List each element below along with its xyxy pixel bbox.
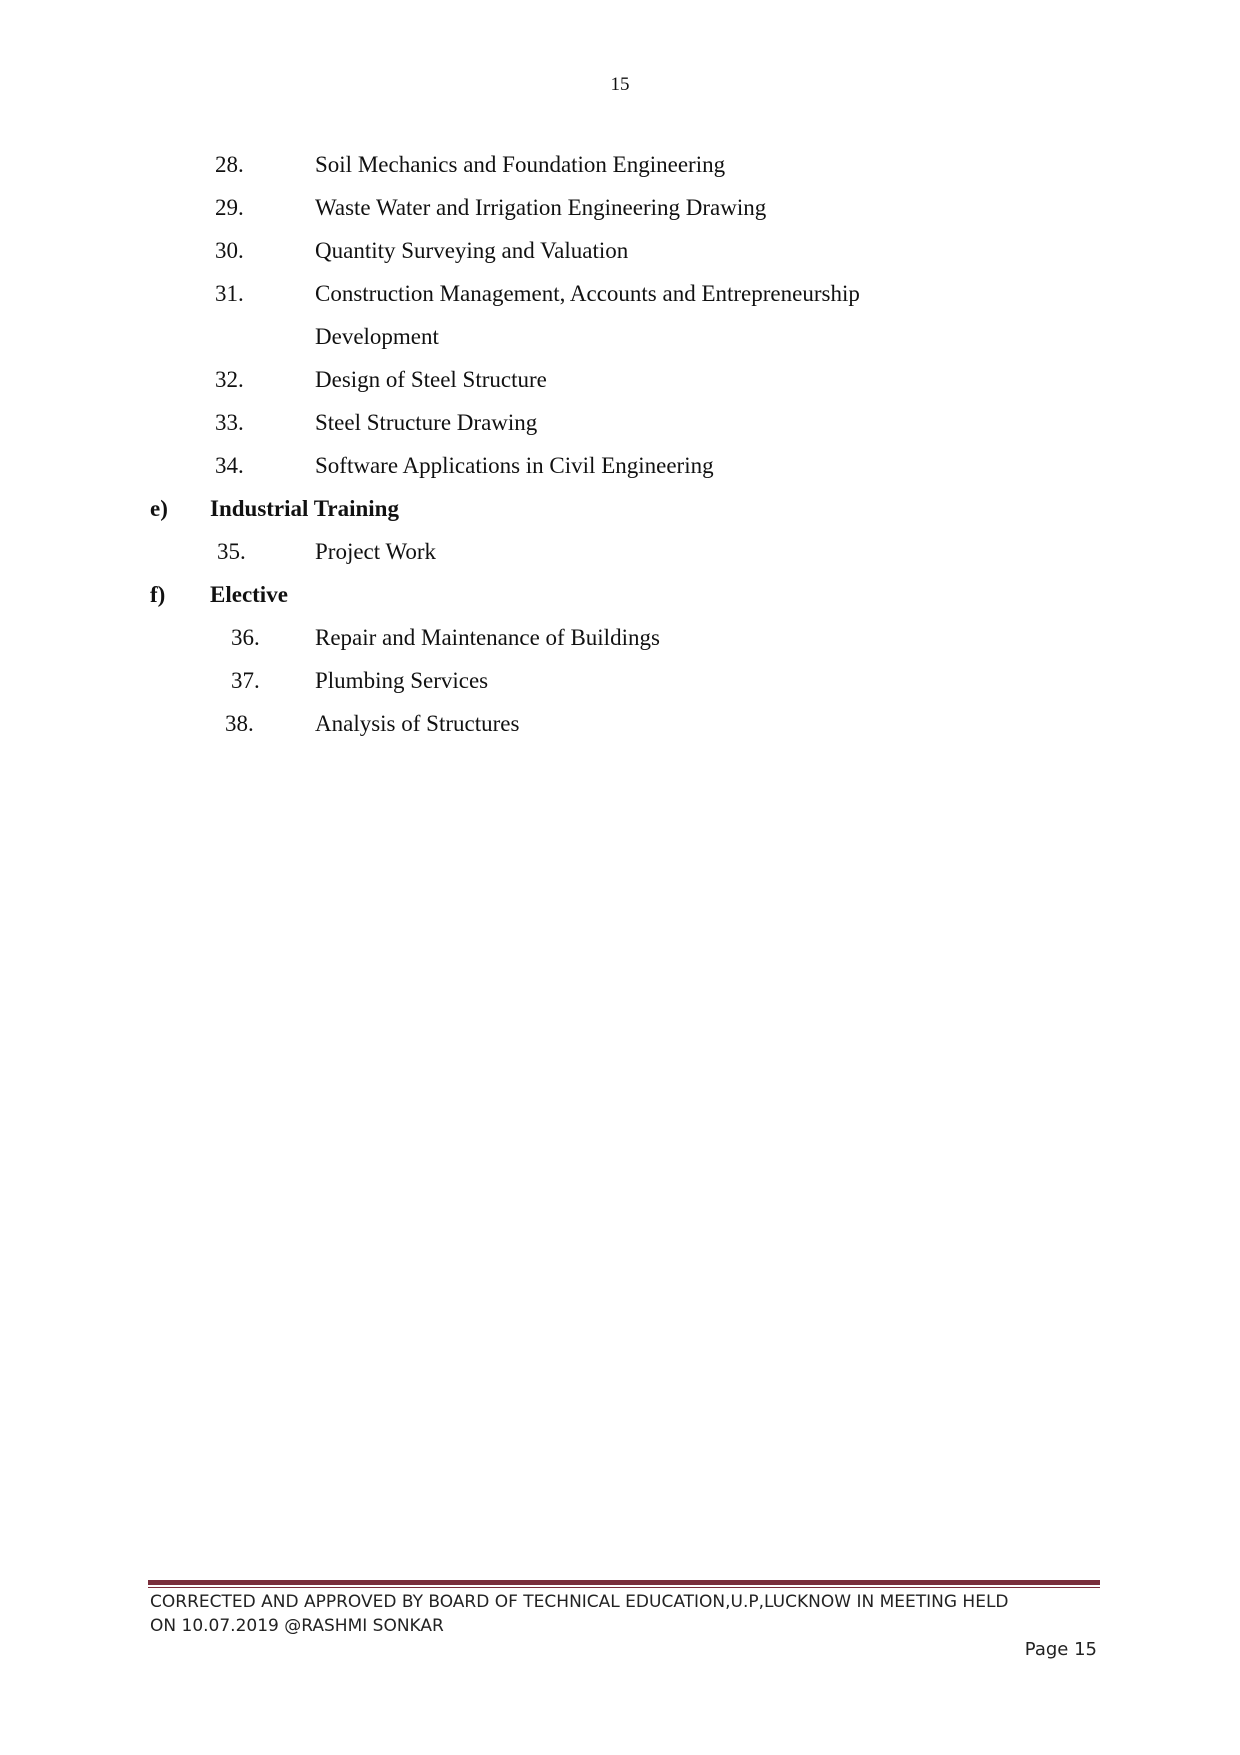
item-number: 38. [225,711,254,736]
footer-note [150,1590,1100,1638]
section-letter: e) [150,496,168,521]
item-text: Soil Mechanics and Foundation Engineering [315,152,726,177]
item-text: Waste Water and Irrigation Engineering Drawing [315,195,767,220]
section-heading: Elective [210,582,288,607]
item-text: Project Work [315,539,437,564]
item-number: 30. [215,238,244,263]
page-number-top: 15 [610,74,630,95]
footer-divider [148,1580,1100,1585]
item-number: 35. [217,539,246,564]
item-text: Analysis of Structures [315,711,520,736]
item-text: Repair and Maintenance of Buildings [315,625,660,650]
item-number: 34. [215,453,244,478]
item-number: 31. [215,281,244,306]
item-text: Software Applications in Civil Engineering [315,453,714,478]
section-letter: f) [150,582,166,607]
footer-line-2: ON 10.07.2019 @RASHMI SONKAR [150,1616,444,1636]
item-number: 28. [215,152,244,177]
footer-page-label: Page 15 [1024,1639,1097,1660]
item-text: Quantity Surveying and Valuation [315,238,629,263]
footer-line-1: CORRECTED AND APPROVED BY BOARD OF TECHNICAL EDUCATION,U.P,LUCKNOW IN MEETING HELD [150,1592,1009,1612]
item-number: 36. [231,625,260,650]
item-number: 29. [215,195,244,220]
item-text: Construction Management, Accounts and Entrepreneurship [315,281,860,306]
item-number: 33. [215,410,244,435]
section-heading: Industrial Training [210,496,399,521]
item-text: Steel Structure Drawing [315,410,538,435]
item-text-continuation: Development [315,324,439,349]
item-text: Plumbing Services [315,668,489,693]
item-number: 37. [231,668,260,693]
item-number: 32. [215,367,244,392]
footer-divider-thin [148,1587,1100,1588]
item-text: Design of Steel Structure [315,367,547,392]
